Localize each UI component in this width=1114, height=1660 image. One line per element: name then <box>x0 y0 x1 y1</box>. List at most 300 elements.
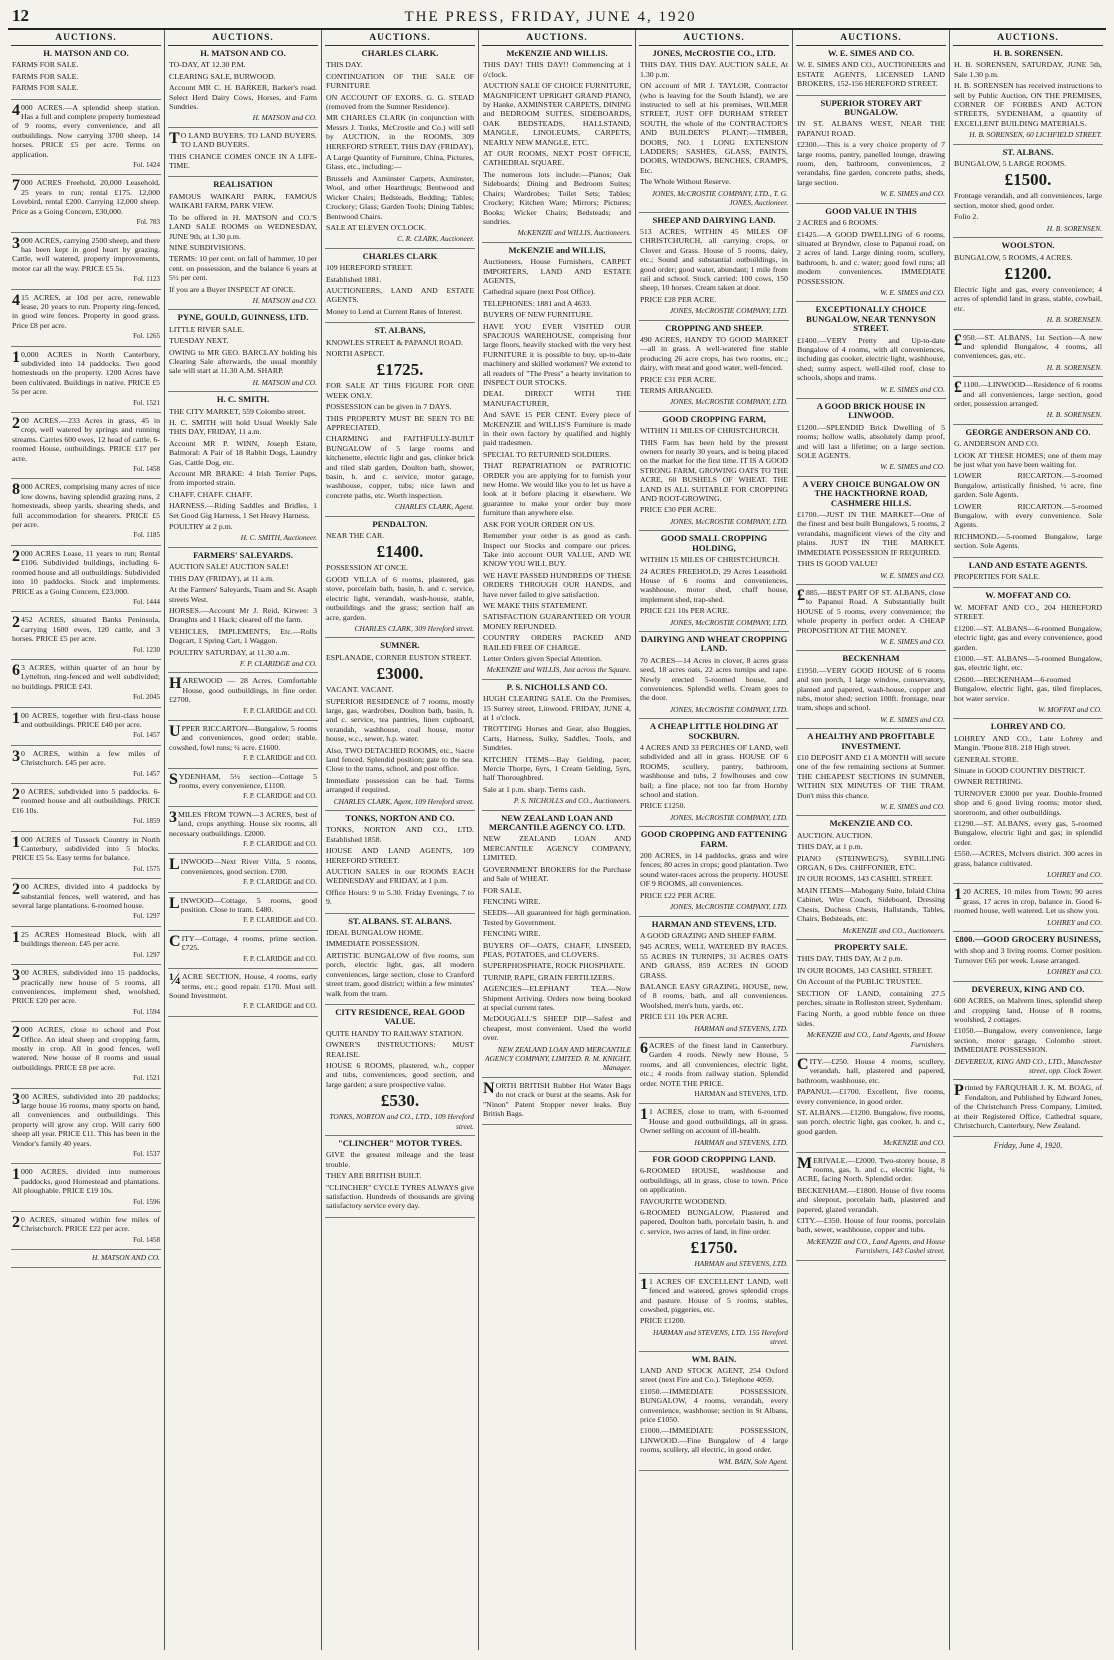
ad-signature: JONES, McCROSTIE COMPANY, LTD., T. G. JONES, Auctioneer. <box>651 188 788 208</box>
ad-signature: TONKS, NORTON and CO., LTD., 109 Hereford street. <box>329 1112 474 1131</box>
ad-text: NEW ZEALAND LOAN AND MERCANTILE AGENCY COMPANY, LIMITED. <box>483 834 631 863</box>
masthead <box>8 6 1106 30</box>
ad-heading: GOOD CROPPING AND FATTENING FARM. <box>640 829 788 849</box>
ad-text: IN ST. ALBANS WEST, NEAR THE PAPANUI ROAD. <box>797 119 945 138</box>
ad-reference: F. P. CLARIDGE and CO. <box>243 840 317 849</box>
column-header: AUCTIONS. <box>325 32 475 46</box>
ad-heading: CHARLES CLARK <box>362 250 438 261</box>
advertisement <box>11 347 161 413</box>
ad-text: Situate in GOOD COUNTRY DISTRICT. <box>954 765 1086 775</box>
ad-text: £1700.—JUST IN THE MARKET—One of the finest and best built Bungalows, 5 rooms, 2 verandahs, magnificent views of the city and plains. JUST IN THE MARKET. IMMEDIATE POSSESSION IF REQUIRED. <box>797 510 945 557</box>
ad-text: H. C. SMITH will hold Usual Weekly Sale THIS DAY, FRIDAY, 11 a.m. <box>169 418 317 437</box>
advertisement <box>168 392 318 548</box>
ad-text: THIS PROPERTY MUST BE SEEN TO BE APPRECIATED. <box>326 413 474 432</box>
ad-heading: H. C. SMITH. <box>216 394 270 405</box>
ad-heading: PYNE, GOULD, GUINNESS, LTD. <box>177 312 309 323</box>
advertisement <box>953 1080 1103 1137</box>
ad-reference: Fol. 1457 <box>133 731 160 740</box>
column-header: AUCTIONS. <box>168 32 318 46</box>
ad-text: ¼ACRE SECTION, House, 4 rooms, early terms, etc.; good repair. £170. Must sell. Sound Investment. <box>169 971 317 1000</box>
ad-text: Brussels and Axminster Carpets, Axminster, Wool, and other Hearthrugs; Bentwood and Wicker Chairs; Bedsteads, Bedding; Tables; Crockery; Glass; Garden Tools; Dining Tables; Bentwood Chairs. <box>326 173 474 221</box>
ad-text: QUITE HANDY TO RAILWAY STATION. <box>326 1028 464 1038</box>
ad-text: POULTRY at 2 p.m. <box>169 522 233 532</box>
ad-text: FAVOURITE WOODEND. <box>640 1196 727 1206</box>
ad-text: 945 ACRES, WELL WATERED BY RACES. 55 ACRES IN TURNIPS, 31 ACRES OATS AND GRASS, 859 ACRES IN GOOD GRASS. <box>640 942 788 980</box>
ad-text: 200 ACRES, divided into 4 paddocks by substantial fences, well watered, and has several large plantations. 6-roomed house. <box>12 881 160 911</box>
ad-text: AUCTION. AUCTION. <box>797 830 873 840</box>
ad-text: £1200.—ST. ALBANS—6-roomed Bungalow, electric light, gas and every convenience, good garden. <box>954 623 1102 652</box>
ad-heading: FARMERS' SALEYARDS. <box>193 549 293 560</box>
ad-heading: CHARLES CLARK. <box>361 48 439 58</box>
advertisement <box>168 721 318 769</box>
page-number: 12 <box>12 6 29 25</box>
ad-text: Remember your order is as good as cash. Inspect our Stocks and compare our prices. Take into account OUR VALUE, AND WE KNOW YOU WILL BUY. <box>483 531 631 569</box>
ad-text: Sale at 1 p.m. sharp. Terms cash. <box>483 784 586 794</box>
ad-reference: F. P. CLARIDGE and CO. <box>243 792 317 801</box>
ad-signature: McKENZIE and WILLIS, Auctioneers. <box>517 228 631 238</box>
ad-text: KNOWLES STREET & PAPANUI ROAD. <box>326 337 463 347</box>
ad-heading: McKENZIE AND WILLIS. <box>506 48 608 58</box>
advertisement <box>168 548 318 673</box>
ad-text: THIS DAY. THIS DAY. AUCTION SALE, At 1.30 p.m. <box>640 60 788 79</box>
ad-text: 24 ACRES FREEHOLD, 29 Acres Leasehold. House of 6 rooms and conveniences, washhouse, motor shed, chaff house, implement shed, trap-shed. <box>640 566 788 604</box>
ad-text: PRICE £1250. <box>640 801 686 811</box>
ad-text: A Large Quantity of Furniture, China, Pictures, Glass, etc., including:— <box>326 153 474 172</box>
advertisement <box>325 323 475 517</box>
ad-text: 2000 ACRES, close to school and Post Office. An ideal sheep and cropping farm, mostly in crop. All in good fences, well watered. New house of 8 rooms and usual outbuildings. PRICE £8 per acre. <box>12 1024 160 1072</box>
ad-text: ON ACCOUNT OF EXORS. G. G. STEAD (removed from the Sumner Residence). <box>326 92 474 112</box>
ad-text: H. B. SORENSEN, SATURDAY, JUNE 5th, Sale 1.30 p.m. <box>954 60 1102 79</box>
advertisement <box>168 969 318 1017</box>
ad-text: TUESDAY NEXT. <box>169 336 229 346</box>
ad-signature: W. E. SIMES and CO. <box>880 189 945 199</box>
ad-text: POSSESSION can be given in 7 DAYS. <box>326 402 452 412</box>
ad-text: FOR SALE. <box>483 885 522 895</box>
ad-text: SUPERIOR RESIDENCE of 7 rooms, mostly large, gas, wardrobes, Doulton bath, basin, h. and c. service, tea pantries, linen cupboard, verandah, washhouse, coal house, motor house, w.c., sewer, h.p. water. <box>326 696 474 744</box>
ad-text: Letter Orders given Special Attention. <box>483 653 602 663</box>
ad-text: 10,000 ACRES in North Canterbury, subdivided into 14 paddocks. Two good homesteads on the property. 1200 Acres have been cultivated. Buildings in native. PRICE £5 5s per acre. <box>12 348 160 397</box>
ad-reference: Fol. 1230 <box>133 645 160 654</box>
ad-text: TERMS ARRANGED. <box>640 386 713 395</box>
ad-text: £1000.—ST. ALBANS—5-roomed Bungalow, gas, electric light, etc. <box>954 653 1102 673</box>
ad-heading: A VERY CHOICE BUNGALOW ON THE HACKTHORNE ROAD, CASHMERE HILLS. <box>802 478 940 508</box>
ad-text: Office Hours: 9 to 5.30. Friday Evenings, 7 to 9. <box>326 887 474 907</box>
ad-text: IN OUR ROOMS, 143 CASHEL STREET. <box>797 965 933 975</box>
ad-signature: H. B. SORENSEN. <box>1046 315 1102 325</box>
ad-text: £1200.—SPLENDID Brick Dwelling of 5 rooms; hollow walls, absolutely damp proof, and will last a lifetime; on a large section. SOLE AGENTS. <box>797 422 945 461</box>
advertisement <box>11 784 161 832</box>
advertisement <box>325 1136 475 1218</box>
ad-signature: JONES, McCROSTIE COMPANY, LTD. <box>669 902 788 912</box>
advertisement <box>11 100 161 176</box>
ad-text: FAMOUS WAIKARI PARK, FAMOUS WAIKARI FARM, PARK VIEW. <box>169 191 317 211</box>
ad-text: 11 ACRES, close to tram, with 6-roomed House and good outbuildings, all in grass. Owner selling on account of ill-health. <box>640 1106 788 1136</box>
ad-reference: Fol. 1596 <box>133 1197 160 1206</box>
ad-reference: F. P. CLARIDGE and CO. <box>243 706 317 715</box>
advertisement <box>482 680 632 811</box>
advertisement <box>639 719 789 827</box>
ad-text: Established 1881. <box>326 274 382 284</box>
ad-text: On Account of the PUBLIC TRUSTEE. <box>797 977 923 987</box>
ad-text: THE CITY MARKET, 559 Colombo street. <box>169 406 306 416</box>
ad-text: £2300.—This is a very choice property of 7 large rooms, pantry, panelled lounge, drawing room, den, bathroom, conveniences, 2 verandahs, fine garden, concrete paths, sheds, large section. <box>797 140 945 187</box>
ad-text: Also, TWO DETACHED ROOMS, etc., ¼acre land fenced. Splendid position; gate to the sea. Close to the trams, school, and post office. <box>326 745 474 774</box>
ad-text: HAREWOOD — 28 Acres. Comfortable House, good outbuildings, in fine order. £2700. <box>169 675 317 705</box>
ad-heading: ST. ALBANS, <box>374 325 426 336</box>
advertisement <box>639 531 789 632</box>
ad-text: WITHIN 11 MILES OF CHRISTCHURCH. <box>640 426 780 436</box>
ad-text: TURNOVER £3000 per year. Double-fronted shop and 6 good living rooms; motor shed, storeroom, and other outbuildings. <box>954 788 1102 817</box>
ad-signature: CHARLES CLARK, 309 Hereford street. <box>354 623 474 633</box>
advertisement <box>796 302 946 399</box>
ad-text: 1000 ACRES of Tussock Country in North Canterbury, subdivided into 5 blocks. PRICE £5 5s. Easy terms for balance. <box>12 833 160 863</box>
ad-text: 6ACRES of the finest land in Canterbury. Garden 4 roods. Newly new House, 5 rooms, and all conveniences, electric light, etc.; 4 roods from railway station. Splendid order. NOTE THE PRICE. <box>640 1039 788 1088</box>
advertisement <box>168 769 318 807</box>
ad-text: WE MAKE THIS STATEMENT. <box>483 600 588 610</box>
ad-price: £1750. <box>690 1238 738 1258</box>
ad-text: £1950.—VERY GOOD HOUSE of 6 rooms and sun porch, 1 large window, conservatory, planted and papered, wash-house, copper and tubs, motor shed; section 100ft. frontage, near tram, shops and school. <box>797 665 945 713</box>
ad-heading: JONES, McCROSTIE CO., LTD. <box>652 48 776 58</box>
ad-text: PRICE £21 10s PER ACRE. <box>640 606 730 616</box>
ad-text: TO LAND BUYERS. TO LAND BUYERS. TO LAND BUYERS. <box>169 129 317 150</box>
ad-text: FARMS FOR SALE. <box>12 71 79 81</box>
ad-signature: P. S. NICHOLLS and CO., Auctioneers. <box>513 796 631 806</box>
ad-text: IN OUR ROOMS, 143 CASHEL STREET. <box>797 874 933 884</box>
ad-heading: EXCEPTIONALLY CHOICE BUNGALOW, NEAR TENNYSON STREET. <box>806 304 936 334</box>
ad-text: TO-DAY, AT 12.30 P.M. <box>169 60 246 70</box>
column-7 <box>950 30 1106 1650</box>
ad-text: H. B. SORENSEN has received instructions to sell by Public Auction, ON THE PREMISES, CORNER OF FORBES AND ACTON STREETS, SYDENHAM, a quantity of EXCELLENT BUILDING MATERIALS. <box>954 81 1102 128</box>
ad-text: IDEAL BUNGALOW HOME. <box>326 928 424 938</box>
ad-text: 600 ACRES, on Malvern lines, splendid sheep and cropping land, House of 8 rooms, woolshed, 2 cottages. <box>954 996 1102 1024</box>
ad-heading: W. MOFFAT AND CO. <box>985 590 1071 601</box>
ad-text: POULTRY SATURDAY, at 11.30 a.m. <box>169 647 290 657</box>
ad-text: COUNTRY ORDERS PACKED AND RAILED FREE OF CHARGE. <box>483 633 631 652</box>
ad-text: HUGH CLEARING SALE. On the Premises, 15 Surrey street, Linwood. FRIDAY, JUNE 4, at 1 o'clock. <box>483 694 631 722</box>
ad-text: PRICE £30 PER ACRE. <box>640 505 717 515</box>
ad-signature: H. MATSON and CO. <box>252 377 317 387</box>
ad-heading: McKENZIE AND CO. <box>829 818 913 829</box>
advertisement <box>168 310 318 392</box>
ad-text: CHARMING and FAITHFULLY-BUILT BUNGALOW of 5 large rooms and kitchenette, electric light and gas, clinker brick and tiled slab garden, Doulton bath, shower, basin, h. and c. service, motor garage, washhouse, copper, tubs; nice lawn and concrete paths, etc. Worth inspection. <box>326 434 474 500</box>
ad-text: THIS IS GOOD VALUE! <box>797 559 878 569</box>
advertisement <box>11 175 161 232</box>
ad-text: 3000 ACRES, carrying 2500 sheep, and there has been kept in good heart by grazing. Cattle, well watered, property improvements, motor car all the way. PRICE £5 5s. <box>12 234 160 273</box>
advertisement <box>796 1153 946 1261</box>
ad-heading: P. S. NICHOLLS AND CO. <box>506 681 608 692</box>
ad-signature: NEW ZEALAND LOAN AND MERCANTILE AGENCY COMPANY, LIMITED. R. M. KNIGHT, Manager. <box>484 1044 631 1073</box>
ad-text: 300 ACRES, subdivided into 20 paddocks; large house 16 rooms, many sports on hand, all conveniences and outbuildings. This property will grow any crop. Will carry 600 sheep all year. PRICE £11. This has been in the Vendor's family 40 years. <box>12 1090 160 1148</box>
ad-heading: TONKS, NORTON AND CO. <box>345 813 455 823</box>
advertisement <box>11 832 161 880</box>
advertisement <box>639 1274 789 1352</box>
ad-signature: H. B. SORENSEN. <box>1046 223 1102 233</box>
ad-signature: JONES, McCROSTIE COMPANY, LTD. <box>669 704 788 714</box>
advertisement <box>168 128 318 178</box>
ad-text: FOR SALE AT THIS FIGURE FOR ONE WEEK ONLY. <box>326 381 474 400</box>
ad-signature: McKENZIE and CO., Auctioneers. <box>842 925 945 935</box>
advertisement <box>953 982 1103 1081</box>
advertisement <box>325 1005 475 1136</box>
ad-price: £3000. <box>376 664 424 684</box>
ad-heading: GEORGE ANDERSON AND CO. <box>965 426 1091 437</box>
advertisement <box>11 879 161 927</box>
advertisement <box>168 854 318 892</box>
column-3 <box>322 30 479 1650</box>
ad-reference: F. P. CLARIDGE and CO. <box>243 754 317 763</box>
column-header: AUCTIONS. <box>482 32 632 46</box>
ad-text: AUCTION SALES in our ROOMS EACH WEDNESDAY and FRIDAY, at 1 p.m. <box>326 867 474 886</box>
ad-text: UPPER RICCARTON—Bungalow, 5 rooms and conveniences, good order; stable, cowshed, fowl runs; ¼ acre. £1600. <box>169 722 317 752</box>
ad-text: THIS DAY, at 1 p.m. <box>797 842 863 852</box>
ad-text: The numerous lots include:—Pianos; Oak Sideboards; Dining and Bedroom Suites; Chairs; Wardrobes; Toilet Sets; Tables; Crockery; Kitchen Ware; Mirrors; Pictures; Books; Wicker Chairs; Bedsteads; and sundries. <box>483 169 631 226</box>
ad-text: TROTTING Horses and Gear, also Buggies, Carts, Harness, Sulky, Saddles, Tools, and Sundries. <box>483 724 631 753</box>
ad-text: 100 ACRES, together with first-class house and outbuildings. PRICE £40 per acre. <box>12 709 160 729</box>
advertisement <box>953 558 1103 589</box>
ad-heading: GOOD SMALL CROPPING HOLDING, <box>660 533 768 553</box>
ad-text: 415 ACRES, at 10d per acre, renewable lease, 20 years to run. Property ring-fenced, in good wire fences. Property in good grass. Price £8 per acre. <box>12 291 160 330</box>
ad-reference: F. P. CLARIDGE and CO. <box>243 916 317 925</box>
column-header: AUCTIONS. <box>11 32 161 46</box>
column-header: AUCTIONS. <box>639 32 789 46</box>
column-1 <box>8 30 165 1650</box>
ad-text: £550.—ACRES, McIvers district. 300 acres in grass, balance cultivated. <box>954 849 1102 868</box>
ad-text: 1000 ACRES, divided into numerous paddocks, good Homestead and plantations. All ploughable. PRICE £19 10s. <box>12 1166 160 1196</box>
advertisement <box>11 612 161 660</box>
ad-heading: DEVEREUX, KING AND CO. <box>971 983 1085 994</box>
ad-heading: H. MATSON AND CO. <box>43 48 129 58</box>
advertisement <box>11 1022 161 1088</box>
ad-text: LOOK AT THESE HOMES; one of them may be just what you have been waiting for. <box>954 450 1102 469</box>
ad-text: TELEPHONES: 1881 and A 4633. <box>483 298 592 308</box>
ad-signature: HARMAN and STEVENS, LTD. <box>694 1023 788 1033</box>
ad-text: And SAVE 15 PER CENT. Every piece of McKENZIE and WILLIS'S Furniture is made in their own factory by qualified and highly paid tradesmen. <box>483 410 631 448</box>
ad-text: LOWER RICCARTON.—5-roomed Bungalow, artistically finished, ½ acre, fine garden. Sole Agents. <box>954 471 1102 500</box>
ad-text: Cathedral square (next Post Office). <box>483 287 596 297</box>
advertisement <box>11 660 161 708</box>
column-header: AUCTIONS. <box>953 32 1103 46</box>
ad-signature: LOHREY and CO. <box>1047 967 1102 977</box>
ad-signature: W. E. SIMES and CO. <box>880 802 945 812</box>
ad-signature: W. E. SIMES and CO. <box>880 570 945 580</box>
ad-signature: H. MATSON and CO. <box>252 295 317 305</box>
ad-reference: Fol. 1123 <box>133 275 160 284</box>
page-footer-date: Friday, June 4, 1920. <box>993 1141 1063 1151</box>
ad-text: Frontage verandah, and all conveniences, large section, motor shed, good order. <box>954 191 1102 210</box>
ad-text: Auctioneers, House Furnishers, CARPET IMPORTERS, LAND AND ESTATE AGENTS, <box>483 257 631 285</box>
ad-text: CITY.—£350. House of four rooms, porcelain bath, sewer, washhouse, copper and tubs. <box>797 1216 945 1235</box>
advertisement <box>796 399 946 477</box>
advertisement <box>639 1352 789 1471</box>
ad-text: PRICE £1200. <box>640 1316 686 1326</box>
ad-text: 8000 ACRES, comprising many acres of nice low downs, having splendid grazing runs, 2 homesteads, sheep yards, shearing sheds, and full accommodation for shearers. PRICE £5 per acre. <box>12 481 160 530</box>
ad-price: £1400. <box>376 542 424 562</box>
ad-text: THIS DAY (FRIDAY), at 11 a.m. <box>169 573 274 583</box>
ad-heading: HARMAN AND STEVENS, LTD. <box>651 918 777 929</box>
ad-text: Immediate possession can be had. Terms arranged if required. <box>326 775 474 795</box>
ad-heading: GOOD CROPPING FARM, <box>662 413 766 424</box>
advertisement <box>11 290 161 347</box>
advertisement <box>796 651 946 729</box>
ad-heading: W. E. SIMES AND CO. <box>827 48 915 58</box>
ad-text: NEAR THE CAR. <box>326 531 385 541</box>
columns-container <box>8 30 1106 1650</box>
ad-text: £1100.—LINWOOD—Residence of 6 rooms and all conveniences, large section, good order, possession arranged. <box>954 379 1102 408</box>
ad-text: GENERAL STORE. <box>954 754 1019 764</box>
ad-text: BUYERS OF—OATS, CHAFF, LINSEED, PEAS, POTATOES, and CLOVERS. <box>483 940 631 959</box>
advertisement <box>953 238 1103 329</box>
ad-signature: McKENZIE and CO. <box>883 1138 945 1148</box>
advertisement <box>796 204 946 303</box>
ad-text: McDOUGALL'S SHEEP DIP—Safest and cheapest, most convenient. Used the world over. <box>483 1014 631 1043</box>
ad-text: LITTLE RIVER SALE. <box>169 324 245 334</box>
advertisement <box>168 673 318 721</box>
ad-signature: WM. BAIN, Sole Agent. <box>718 1456 788 1466</box>
ad-text: 120 ACRES, 10 miles from Town; 90 acres grass, 17 acres in crop, balance in. Good 6-roomed house, well watered. Let us show you. <box>954 886 1102 916</box>
ad-text: BECKENHAM.—£1800. House of five rooms and sleepout, porcelain bath, plastered and papered, glazed verandah. <box>797 1185 945 1214</box>
ad-heading: PROPERTY SALE. <box>834 941 908 952</box>
ad-text: 200 ACRES, in 14 paddocks, grass and wire fences; 80 acres in crops; good plantation. Two sound water-races across the property. HOUSE OF 9 ROOMS, all conveniences. <box>640 851 788 889</box>
ad-heading: NEW ZEALAND LOAN AND MERCANTILE AGENCY CO. LTD. <box>488 812 626 833</box>
ad-text: 3MILES FROM TOWN—3 ACRES, best of land, crops anything. House six rooms, all necessary outbuildings. £2000. <box>169 808 317 838</box>
ad-text: 6-ROOMED HOUSE, washhouse and outbuildings, all in grass, close to town. Price on application. <box>640 1166 788 1195</box>
advertisement <box>796 477 946 585</box>
ad-text: 6-ROOMED BUNGALOW, Plastered and papered, Doulton bath, porcelain basin, h. and c. service, two acres of land, in fine order. <box>640 1208 788 1236</box>
ad-text: HAVE YOU EVER VISITED OUR SPACIOUS WAREHOUSE, comprising four large floors, heavily stocked with the very best FURNITURE it is possible to buy, up-to-date machinery and skilled workmen? We extend to all readers of "The Press" a hearty invitation to INSPECT OUR STOCKS. <box>483 321 631 387</box>
ad-price: £1200. <box>1004 263 1052 283</box>
ad-reference: F. P. CLARIDGE and CO. <box>243 878 317 887</box>
ad-text: SEEDS—All guaranteed for high germination. Tested by Government. <box>483 908 631 927</box>
ad-text: Printed by FARQUHAR J. K. M. BOAG, of Fendalton, and Published by Edward Jones, of the Christchurch Press Company, Limited, at their Registered Office, Cathedral square, Christchurch, Canterbury, New Zealand. <box>954 1082 1102 1130</box>
ad-text: BALANCE EASY GRAZING, HOUSE, new, of 8 rooms, bath, and all conveniences. Woolshed, men's huts, yards, etc. <box>640 981 788 1010</box>
ad-text: RICHMOND.—5-roomed Bungalow, large section. Sole Agents. <box>954 531 1102 551</box>
ad-text: ESPLANADE, CORNER EUSTON STREET. <box>326 652 472 662</box>
ad-signature: JONES, McCROSTIE COMPANY, LTD. <box>669 516 788 526</box>
ad-text: MR CHARLES CLARK (in conjunction with Messrs J. Tonks, McCrostie and Co.) will sell by AUCTION, in the ROOMS, 309 HEREFORD STREET, THIS DAY (FRIDAY), <box>326 113 474 151</box>
ad-reference: Fol. 1521 <box>133 398 160 407</box>
ad-text: PIANO (STEINWEG'S), SYBILLING ORGAN, 6 Drs. CHIFFONIER, ETC. <box>797 853 945 873</box>
ad-heading: £800.—GOOD GROCERY BUSINESS, <box>955 934 1101 945</box>
advertisement <box>11 413 161 479</box>
ad-signature: H. C. SMITH, Auctioneer. <box>240 533 317 543</box>
ad-signature: JONES, McCROSTIE COMPANY, LTD. <box>669 617 788 627</box>
advertisement <box>11 233 161 290</box>
masthead-title: THE PRESS, FRIDAY, JUNE 4, 1920 <box>404 9 697 25</box>
ad-signature: H. B. SORENSEN, 60 LICHFIELD STREET. <box>969 130 1102 140</box>
advertisement <box>168 807 318 855</box>
ad-text: THEY ARE BRITISH BUILT. <box>326 1171 422 1181</box>
ad-text: 2 ACRES and 6 ROOMS. <box>797 218 879 228</box>
ad-text: FARMS FOR SALE. <box>12 60 79 70</box>
ad-reference: Fol. 1537 <box>133 1150 160 1158</box>
ad-heading: CROPPING AND SHEEP. <box>665 322 763 333</box>
ad-text: LOHREY AND CO., Late Lohrey and Mangin. 'Phone 818. 218 High street. <box>954 733 1102 753</box>
ad-reference: Fol. 1575 <box>133 864 160 873</box>
ad-heading: H. B. SORENSEN. <box>993 48 1063 58</box>
ad-text: 4 ACRES AND 33 PERCHES OF LAND, well subdivided and all in grass. HOUSE OF 6 ROOMS, scullery, pantry, bathroom, washhouse and tubs, 2 fowlhouses and cow bail; a fine place, not too far from Hornby school and station. <box>640 743 788 800</box>
advertisement <box>639 412 789 531</box>
column-header: AUCTIONS. <box>796 32 946 46</box>
advertisement <box>953 932 1103 982</box>
ad-text: GOOD VILLA of 6 rooms, plastered, gas stove, porcelain bath, basin, h. and c. service, electric light, verandah, wash-house, stable, outbuildings and the grass; section half an acre, garden. <box>326 574 474 622</box>
ad-reference: F. P. CLARIDGE and CO. <box>243 1002 317 1011</box>
ad-heading: A CHEAP LITTLE HOLDING AT SOCKBURN. <box>649 721 779 741</box>
ad-text: SATISFACTION GUARANTEED OR YOUR MONEY REFUNDED. <box>483 612 631 631</box>
ad-text: KITCHEN ITEMS—Bay Gelding, pacer, Mercie Thorpe, 6yrs, 1 Cream Gelding, 5yrs, half Thoroughbred. <box>483 754 631 783</box>
advertisement <box>168 177 318 310</box>
ad-text: AT OUR ROOMS, NEXT POST OFFICE, CATHEDRAL SQUARE. <box>483 149 631 168</box>
advertisement <box>953 719 1103 884</box>
ad-signature: W. E. SIMES and CO. <box>880 714 945 724</box>
ad-signature: W. E. SIMES and CO. <box>880 636 945 646</box>
ad-text: LINWOOD—Next River Villa, 5 rooms, conveniences, good section. £700. <box>169 856 317 876</box>
advertisement <box>639 1104 789 1152</box>
advertisement <box>11 546 161 612</box>
ad-heading: SUPERIOR STOREY ART BUNGALOW. <box>820 97 922 118</box>
ad-text: Folio 2. <box>954 212 979 222</box>
ad-signature: HARMAN and STEVENS, LTD. <box>694 1137 788 1147</box>
advertisement <box>796 940 946 1054</box>
ad-text: G. ANDERSON AND CO. <box>954 439 1039 449</box>
ad-signature: JONES, McCROSTIE COMPANY, LTD. <box>669 306 788 316</box>
ad-reference: Fol. 2045 <box>133 693 160 702</box>
ad-text: ARTISTIC BUNGALOW of five rooms, sun porch, electric light, gas, all modern conveniences, large section, close to Cranford street tram, good district; within a few minutes' walk from the tram. <box>326 950 474 998</box>
ad-signature: HARMAN and STEVENS, LTD. <box>694 1259 788 1269</box>
ad-heading: WOOLSTON. <box>1001 240 1055 251</box>
ad-text: Facing North, a good rubble fence on three sides. <box>797 1009 945 1028</box>
ad-signature: H. MATSON AND CO. <box>92 1253 160 1263</box>
ad-heading: PENDALTON. <box>372 518 428 529</box>
ad-signature: McKENZIE and WILLIS, Just across the Square. <box>486 665 631 675</box>
ad-text: HARNESS.—Riding Saddles and Bridles, 1 Set Good Gig Harness, 1 Set Heavy Harness. <box>169 501 317 520</box>
ad-price: £530. <box>380 1091 420 1111</box>
ad-text: AUCTIONEERS, LAND AND ESTATE AGENTS. <box>326 285 474 305</box>
ad-text: THAT REPATRIATION or PATRIOTIC ORDER you are applying for to furnish your new Home. We would like you to let us have a look at it before placing it elsewhere. We guarantee to make your order buy more furniture than anywhere else. <box>483 461 631 518</box>
ad-reference: Fol. 1424 <box>133 161 160 170</box>
advertisement <box>325 517 475 639</box>
ad-price: £1500. <box>1004 170 1052 190</box>
ad-reference: Fol. 1458 <box>133 1235 160 1244</box>
advertisement <box>796 96 946 204</box>
advertisement <box>796 585 946 651</box>
ad-text: FENCING WIRE. <box>483 929 541 939</box>
advertisement <box>953 46 1103 145</box>
ad-text: £1290.—ST. ALBANS, every gas, 5-roomed Bungalow, electric light and gas; in splendid order. <box>954 819 1102 847</box>
ad-text: ASK FOR YOUR ORDER ON US. <box>483 519 595 529</box>
ad-signature: LOHREY and CO. <box>1047 917 1102 927</box>
advertisement <box>482 1078 632 1126</box>
ad-text: 70 ACRES—14 Acres in clover, 8 acres grass seed, 18 acres oats, 22 acres turnips and rape. Newly erected 5-roomed house, and conveniences. Splendid wells. Cream goes to the door. <box>640 655 788 703</box>
ad-signature: JONES, McCROSTIE COMPANY, LTD. <box>669 397 788 407</box>
advertisement <box>639 917 789 1038</box>
ad-heading: LOHREY AND CO. <box>990 721 1066 732</box>
ad-text: LAND AND STOCK AGENT, 254 Oxford street (next Fire and Co.). Telephone 4059. <box>640 1365 788 1385</box>
ad-signature: CHARLES CLARK, Agent, 109 Hereford street. <box>333 796 474 806</box>
ad-text: CHAFF. CHAFF. CHAFF. <box>169 489 253 499</box>
advertisement <box>796 1054 946 1153</box>
ad-text: AUCTION SALE OF CHOICE FURNITURE, MAGNIFICENT UPRIGHT GRAND PIANO, by Hanke, AXMINSTER CARPETS, DINING and BEDROOM SUITES, SIDEBOARDS, OAK BEDSTEADS, HALLSTAND, MANGLE, LINOLEUMS, CARPETS, NEARLY NEW MANGLE, ETC. <box>483 81 631 147</box>
advertisement <box>325 811 475 914</box>
ad-reference: Fol. 1458 <box>133 465 160 474</box>
advertisement <box>11 927 161 965</box>
advertisement <box>168 893 318 931</box>
advertisement <box>639 1152 789 1274</box>
ad-text: PRICE £28 PER ACRE. <box>640 294 717 304</box>
ad-heading: DAIRYING AND WHEAT CROPPING LAND. <box>640 633 788 654</box>
column-2 <box>165 30 322 1650</box>
advertisement <box>482 243 632 680</box>
ad-text: The Whole Without Reserve. <box>640 177 731 187</box>
